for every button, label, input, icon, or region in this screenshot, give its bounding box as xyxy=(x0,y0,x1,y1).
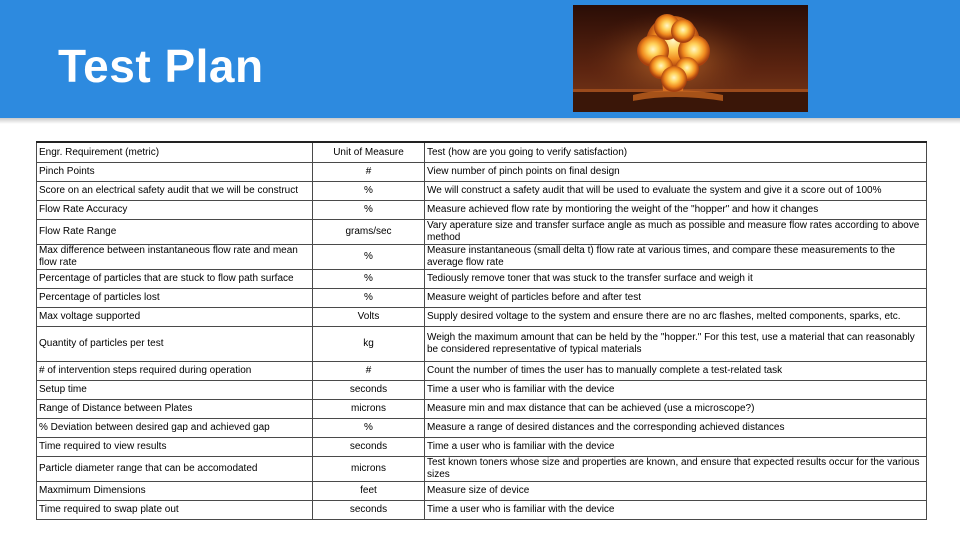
unit-cell: seconds xyxy=(313,501,425,520)
test-cell: Measure weight of particles before and after test xyxy=(425,289,927,308)
requirement-cell: Flow Rate Range xyxy=(37,220,313,245)
unit-cell: feet xyxy=(313,482,425,501)
test-cell: Measure achieved flow rate by montioring the weight of the "hopper" and how it changes xyxy=(425,201,927,220)
test-cell: Tediously remove toner that was stuck to the transfer surface and weigh it xyxy=(425,270,927,289)
test-cell: We will construct a safety audit that will be used to evaluate the system and give it a score out of 100% xyxy=(425,182,927,201)
unit-cell: # xyxy=(313,163,425,182)
test-plan-table xyxy=(36,141,927,520)
requirement-cell: Maxmimum Dimensions xyxy=(37,482,313,501)
page-title: Test Plan xyxy=(58,40,264,92)
requirement-cell: Max voltage supported xyxy=(37,308,313,327)
table-row xyxy=(37,163,927,182)
test-cell: Time a user who is familiar with the device xyxy=(425,501,927,520)
unit-cell: % xyxy=(313,419,425,438)
table-row xyxy=(37,381,927,400)
table-row xyxy=(37,419,927,438)
test-cell: Test known toners whose size and properties are known, and ensure that expected results occur for the various sizes xyxy=(425,457,927,482)
unit-cell: % xyxy=(313,289,425,308)
table-header-row xyxy=(37,142,927,163)
test-cell: Measure instantaneous (small delta t) flow rate at various times, and compare these measurements to the average flow rate xyxy=(425,245,927,270)
requirement-cell: Time required to swap plate out xyxy=(37,501,313,520)
title-bar xyxy=(0,0,960,118)
table-row xyxy=(37,245,927,270)
title-bar-shadow xyxy=(0,118,960,124)
table-row xyxy=(37,501,927,520)
unit-cell: microns xyxy=(313,457,425,482)
requirement-cell: Time required to view results xyxy=(37,438,313,457)
test-cell: Time a user who is familiar with the device xyxy=(425,438,927,457)
table-row xyxy=(37,270,927,289)
unit-cell: kg xyxy=(313,327,425,362)
requirement-cell: Particle diameter range that can be accomodated xyxy=(37,457,313,482)
unit-cell: % xyxy=(313,182,425,201)
requirement-cell: Score on an electrical safety audit that we will be construct xyxy=(37,182,313,201)
test-cell: Measure a range of desired distances and the corresponding achieved distances xyxy=(425,419,927,438)
test-cell: Count the number of times the user has to manually complete a test-related task xyxy=(425,362,927,381)
table-row xyxy=(37,201,927,220)
unit-cell: grams/sec xyxy=(313,220,425,245)
requirement-cell: Flow Rate Accuracy xyxy=(37,201,313,220)
unit-cell: seconds xyxy=(313,381,425,400)
requirement-cell: Percentage of particles that are stuck to flow path surface xyxy=(37,270,313,289)
test-cell: Measure min and max distance that can be achieved (use a microscope?) xyxy=(425,400,927,419)
test-cell: View number of pinch points on final design xyxy=(425,163,927,182)
table-row xyxy=(37,289,927,308)
unit-cell: % xyxy=(313,245,425,270)
requirement-cell: Percentage of particles lost xyxy=(37,289,313,308)
table-row xyxy=(37,220,927,245)
table-row xyxy=(37,182,927,201)
table-row xyxy=(37,362,927,381)
test-cell: Vary aperature size and transfer surface angle as much as possible and measure flow rates according to above method xyxy=(425,220,927,245)
unit-cell: # xyxy=(313,362,425,381)
table-row xyxy=(37,482,927,501)
test-cell: Weigh the maximum amount that can be held by the "hopper." For this test, use a material that can reasonably be considered representative of typical materials xyxy=(425,327,927,362)
column-header-unit: Unit of Measure xyxy=(313,142,425,163)
column-header-requirement: Engr. Requirement (metric) xyxy=(37,142,313,163)
column-header-test: Test (how are you going to verify satisfaction) xyxy=(425,142,927,163)
unit-cell: microns xyxy=(313,400,425,419)
requirement-cell: % Deviation between desired gap and achieved gap xyxy=(37,419,313,438)
requirement-cell: Max difference between instantaneous flow rate and mean flow rate xyxy=(37,245,313,270)
table-row xyxy=(37,457,927,482)
requirement-cell: Setup time xyxy=(37,381,313,400)
requirement-cell: Range of Distance between Plates xyxy=(37,400,313,419)
requirement-cell: Quantity of particles per test xyxy=(37,327,313,362)
requirement-cell: # of intervention steps required during operation xyxy=(37,362,313,381)
table-row xyxy=(37,308,927,327)
table-row xyxy=(37,400,927,419)
unit-cell: % xyxy=(313,270,425,289)
unit-cell: Volts xyxy=(313,308,425,327)
unit-cell: seconds xyxy=(313,438,425,457)
table-row xyxy=(37,438,927,457)
test-cell: Supply desired voltage to the system and ensure there are no arc flashes, melted components, sparks, etc. xyxy=(425,308,927,327)
requirement-cell: Pinch Points xyxy=(37,163,313,182)
explosion-photo xyxy=(573,5,808,112)
unit-cell: % xyxy=(313,201,425,220)
test-cell: Time a user who is familiar with the device xyxy=(425,381,927,400)
table-row xyxy=(37,327,927,362)
test-cell: Measure size of device xyxy=(425,482,927,501)
